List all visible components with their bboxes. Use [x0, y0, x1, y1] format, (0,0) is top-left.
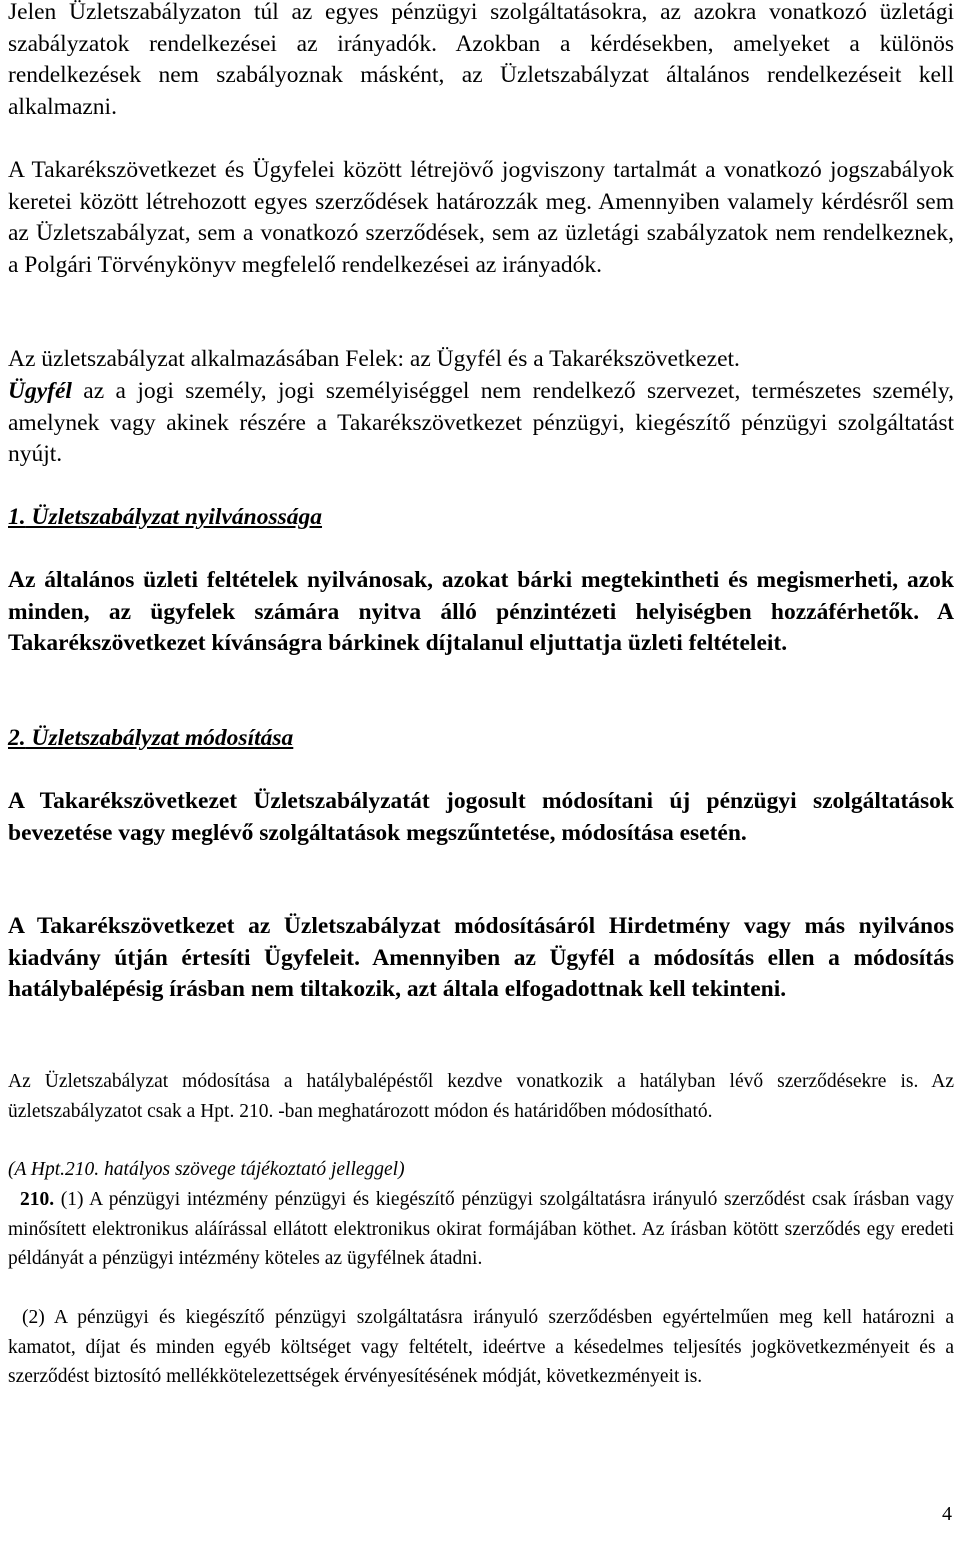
section-1-heading — [8, 502, 322, 534]
law-section-number: 210. — [20, 1189, 55, 1210]
section-2-heading — [8, 723, 293, 755]
section-1-number: 1. — [8, 504, 26, 530]
section-2-title: Üzletszabályzat módosítása — [31, 725, 294, 751]
page-number: 4 — [942, 1503, 952, 1525]
section-1-title: Üzletszabályzat nyilvánossága — [31, 504, 323, 530]
paragraph-client-definition — [8, 376, 954, 471]
law-paragraph-2: (2) A pénzügyi és kiegészítő pénzügyi szolgáltatásra irányuló szerződésben egyértelműen meg kell határozni a kamatot, díjat és minden egyéb költséget vagy feltételt, ideértve a késedelmes teljesítés jogkövetkezményeit és a szerződést biztosító mellékkötelezettségek érvényesítésének módját, következményeit is. — [8, 1307, 954, 1387]
defined-term: Ügyfél — [8, 378, 72, 404]
section-2-body-1: A Takarékszövetkezet Üzletszabályzatát jogosult módosítani új pénzügyi szolgáltatások bevezetése vagy meglévő szolgáltatások megszűntetése, módosítása esetén. — [8, 788, 954, 846]
amendment-applicability: Az Üzletszabályzat módosítása a hatálybalépéstől kezdve vonatkozik a hatályban lévő szerződésekre is. Az üzletszabályzatot csak a Hpt. 210. -ban meghatározott módon és határidőben módosítható. — [8, 1071, 954, 1122]
section-2-body-2: A Takarékszövetkezet az Üzletszabályzat módosításáról Hirdetmény vagy más nyilvános kiadvány útján értesíti Ügyfeleit. Amennyiben az Ügyfél a módosítás ellen a módosítás hatálybalépésig írásban nem tiltakozik, azt általa elfogadottnak kell tekinteni. — [8, 913, 954, 1002]
section-1-body: Az általános üzleti feltételek nyilvánosak, azokat bárki megtekintheti és megismerheti, azok minden, az ügyfelek számára nyitva álló pénzintézeti helyiségben hozzáférhetők. A Takarékszövetkezet kívánságra bárkinek díjtalanul eljuttatja üzleti feltételeit. — [8, 567, 954, 656]
law-paragraph-1-text: (1) A pénzügyi intézmény pénzügyi és kiegészítő pénzügyi szolgáltatásra irányuló szerződést csak írásban vagy minősített elektronikus aláírással ellátott elektronikus okirat formájában köthet. Az írásban kötött szerződés egy eredeti példányát a pénzügyi intézmény köteles az ügyfélnek átadni. — [8, 1189, 954, 1269]
law-paragraph-1 — [8, 1185, 954, 1274]
paragraph-intro: Jelen Üzletszabályzaton túl az egyes pénzügyi szolgáltatásokra, az azokra vonatkozó üzletági szabályzatok rendelkezései az irányadók. Azokban a kérdésekben, amelyeket a különös rendelkezések nem szabályoznak másként, az Üzletszabályzat általános rendelkezéseit kell alkalmazni. — [8, 0, 954, 120]
paragraph-legal-relationship: A Takarékszövetkezet és Ügyfelei között létrejövő jogviszony tartalmát a vonatkozó jogszabályok keretei között létrehozott egyes szerződések határozzák meg. Amennyiben valamely kérdésről sem az Üzletszabályzat, sem a vonatkozó szerződések, sem az üzletági szabályzatok nem rendelkeznek, a Polgári Törvénykönyv megfelelő rendelkezései az irányadók. — [8, 157, 954, 278]
definition-text: az a jogi személy, jogi személyiséggel nem rendelkező szervezet, természetes személy, amelynek vagy akinek részére a Takarékszövetkezet pénzügyi, kiegészítő pénzügyi szolgáltatást nyújt. — [8, 378, 954, 467]
section-2-number: 2. — [8, 725, 26, 751]
law-reference-note: (A Hpt.210. hatályos szövege tájékoztató jelleggel) — [8, 1159, 405, 1180]
paragraph-parties: Az üzletszabályzat alkalmazásában Felek: az Ügyfél és a Takarékszövetkezet. — [8, 346, 740, 372]
